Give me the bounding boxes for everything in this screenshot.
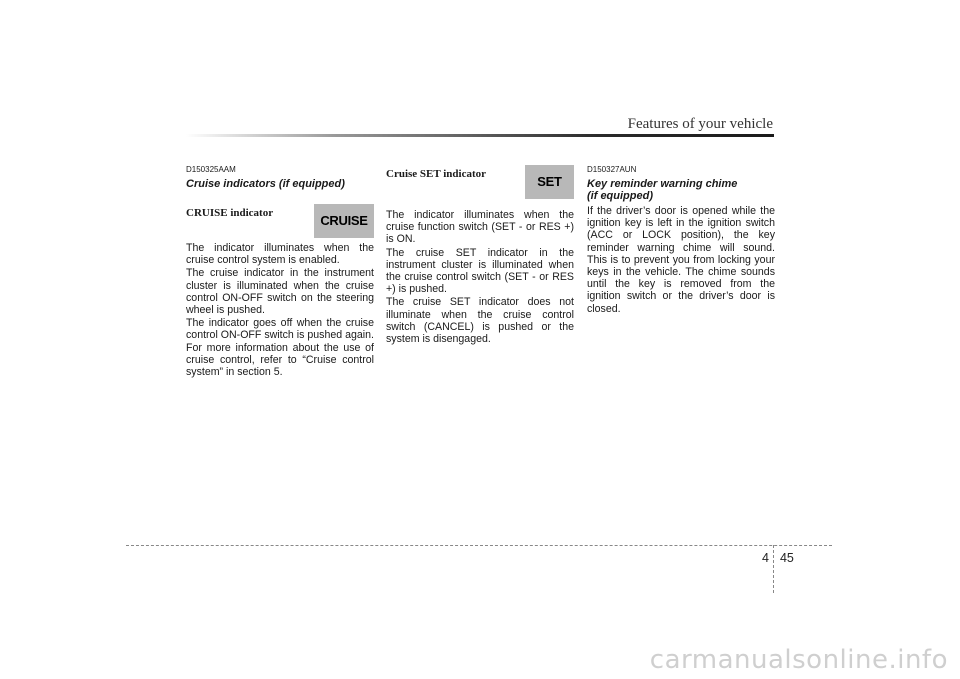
set-indicator-badge: SET (525, 165, 574, 199)
indicator-row (186, 204, 374, 238)
header-rule (186, 134, 774, 137)
section-code: D150325AAM (186, 165, 236, 174)
column-cruise-indicators (186, 165, 374, 379)
section-code: D150327AUN (587, 165, 637, 174)
sub-heading: CRUISE indicator (186, 207, 274, 219)
section-title: Cruise indicators (if equipped) (186, 178, 345, 190)
cruise-indicator-badge: CRUISE (314, 204, 374, 238)
footer-rule (126, 545, 832, 546)
page-number: 45 (779, 551, 794, 565)
watermark: carmanualsonline.info (649, 645, 948, 675)
paragraph: The indicator goes off when the cruise control ON-OFF switch is pushed again. For more information about the use of cruise control, refer to “Cruise control system” in section 5. (186, 317, 374, 379)
column-cruise-set (386, 165, 574, 346)
paragraph: If the driver’s door is opened while the ignition key is left in the ignition switch (ACC or LOCK position), the key reminder warning chime will sound. This is to prevent you from locking your keys in the vehicle. The chime sounds until the key is removed from the ignition switch or the driver’s door is closed. (587, 205, 775, 315)
section-title-line2: (if equipped) (587, 190, 653, 202)
page-number-block (762, 551, 794, 565)
indicator-row (386, 165, 574, 201)
section-title-line1: Key reminder warning chime (587, 178, 738, 190)
column-key-reminder (587, 165, 775, 316)
paragraph: The indicator illuminates when the cruise control system is enabled. (186, 242, 374, 267)
paragraph: The cruise SET indicator does not illuminate when the cruise control switch (CANCEL) is pushed or the system is disengaged. (386, 296, 574, 346)
sub-heading: Cruise SET indicator (386, 168, 487, 180)
section-title (587, 178, 775, 202)
paragraph: The cruise SET indicator in the instrument cluster is illuminated when the cruise control switch (SET - or RES +) is pushed. (386, 246, 574, 296)
paragraph: The indicator illuminates when the cruise function switch (SET - or RES +) is ON. (386, 209, 574, 246)
paragraph: The cruise indicator in the instrument cluster is illuminated when the cruise control ON-OFF switch on the steering wheel is pushed. (186, 267, 374, 317)
chapter-number: 4 (762, 551, 769, 565)
page-header-title: Features of your vehicle (627, 116, 773, 132)
